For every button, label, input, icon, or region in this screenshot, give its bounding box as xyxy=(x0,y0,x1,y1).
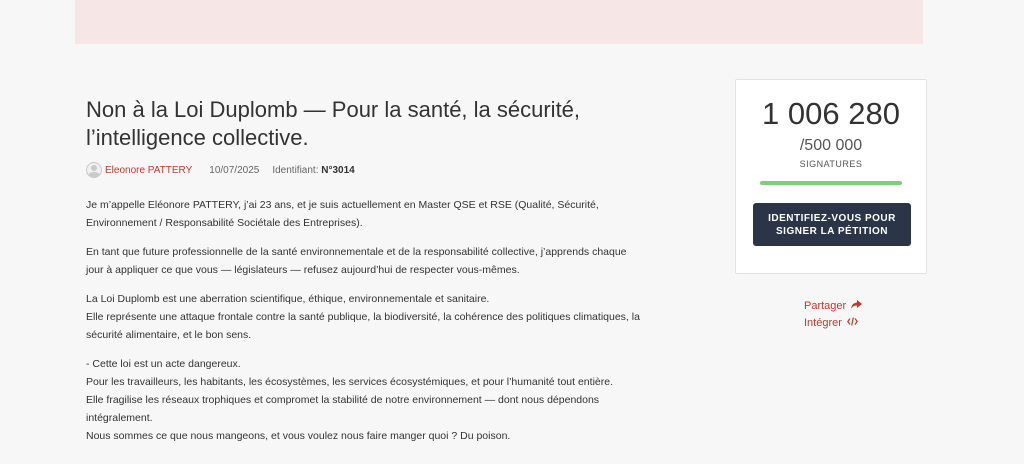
top-banner xyxy=(75,0,923,44)
paragraph-line: Elle fragilise les réseaux trophiques et compromet la stabilité de notre environnement — dont nous dépendons intégralement. xyxy=(86,394,600,424)
petition-article xyxy=(86,96,646,442)
paragraph-line: Nous sommes ce que nous mangeons, et vous voulez nous faire manger quoi ? Du poison. xyxy=(86,430,511,442)
signature-panel xyxy=(735,79,927,274)
paragraph xyxy=(86,355,646,445)
paragraph xyxy=(86,243,646,279)
paragraph-line: Je m’appelle Eléonore PATTERY, j’ai 23 ans, et je suis actuellement en Master QSE et RSE (Qualité, Sécurité, Environnement / Responsabilité Sociétale des Entreprises). xyxy=(86,199,599,229)
paragraph-line: - Cette loi est un acte dangereux. xyxy=(86,358,241,370)
signature-progress-bar xyxy=(760,181,902,185)
paragraph xyxy=(86,196,646,232)
petition-body xyxy=(86,196,646,456)
share-arrow-icon xyxy=(851,300,862,312)
avatar xyxy=(86,162,102,178)
signature-progress-fill xyxy=(760,181,902,185)
paragraph-line: La Loi Duplomb est une aberration scientifique, éthique, environnementale et sanitaire. xyxy=(86,293,490,305)
paragraph xyxy=(86,290,646,344)
paragraph-line: En tant que future professionnelle de la santé environnementale et de la responsabilité collective, j’apprends chaque jour à appliquer ce que vous — législateurs — refusez aujourd’hui de respecter vous-mêmes. xyxy=(86,246,627,276)
share-link[interactable] xyxy=(804,300,862,312)
signatures-label: SIGNATURES xyxy=(799,159,863,169)
embed-label: Intégrer xyxy=(804,317,842,329)
signature-count: 1 006 280 xyxy=(762,96,900,131)
sign-petition-button[interactable]: IDENTIFIEZ-VOUS POUR SIGNER LA PÉTITION xyxy=(753,203,911,246)
petition-title: Non à la Loi Duplomb — Pour la santé, la sécurité, l’intelligence collective. xyxy=(86,97,581,150)
petition-meta xyxy=(86,162,355,178)
identifier-label: Identifiant: xyxy=(272,164,319,176)
publication-date: 10/07/2025 xyxy=(209,164,260,176)
identifier-value: N°3014 xyxy=(321,164,355,176)
signature-goal: /500 000 xyxy=(799,137,863,154)
code-icon xyxy=(847,317,858,329)
paragraph-line: Pour les travailleurs, les habitants, les écosystèmes, les services écosystémiques, et pour l’humanité tout entière. xyxy=(86,376,613,388)
share-label: Partager xyxy=(804,300,847,312)
embed-link[interactable] xyxy=(804,317,862,329)
petition-actions xyxy=(804,300,862,334)
author-link[interactable]: Eleonore PATTERY xyxy=(105,164,193,176)
paragraph-line: Elle représente une attaque frontale contre la santé publique, la biodiversité, la cohérence des politiques climatiques, la sécurité alimentaire, et le bon sens. xyxy=(86,311,640,341)
